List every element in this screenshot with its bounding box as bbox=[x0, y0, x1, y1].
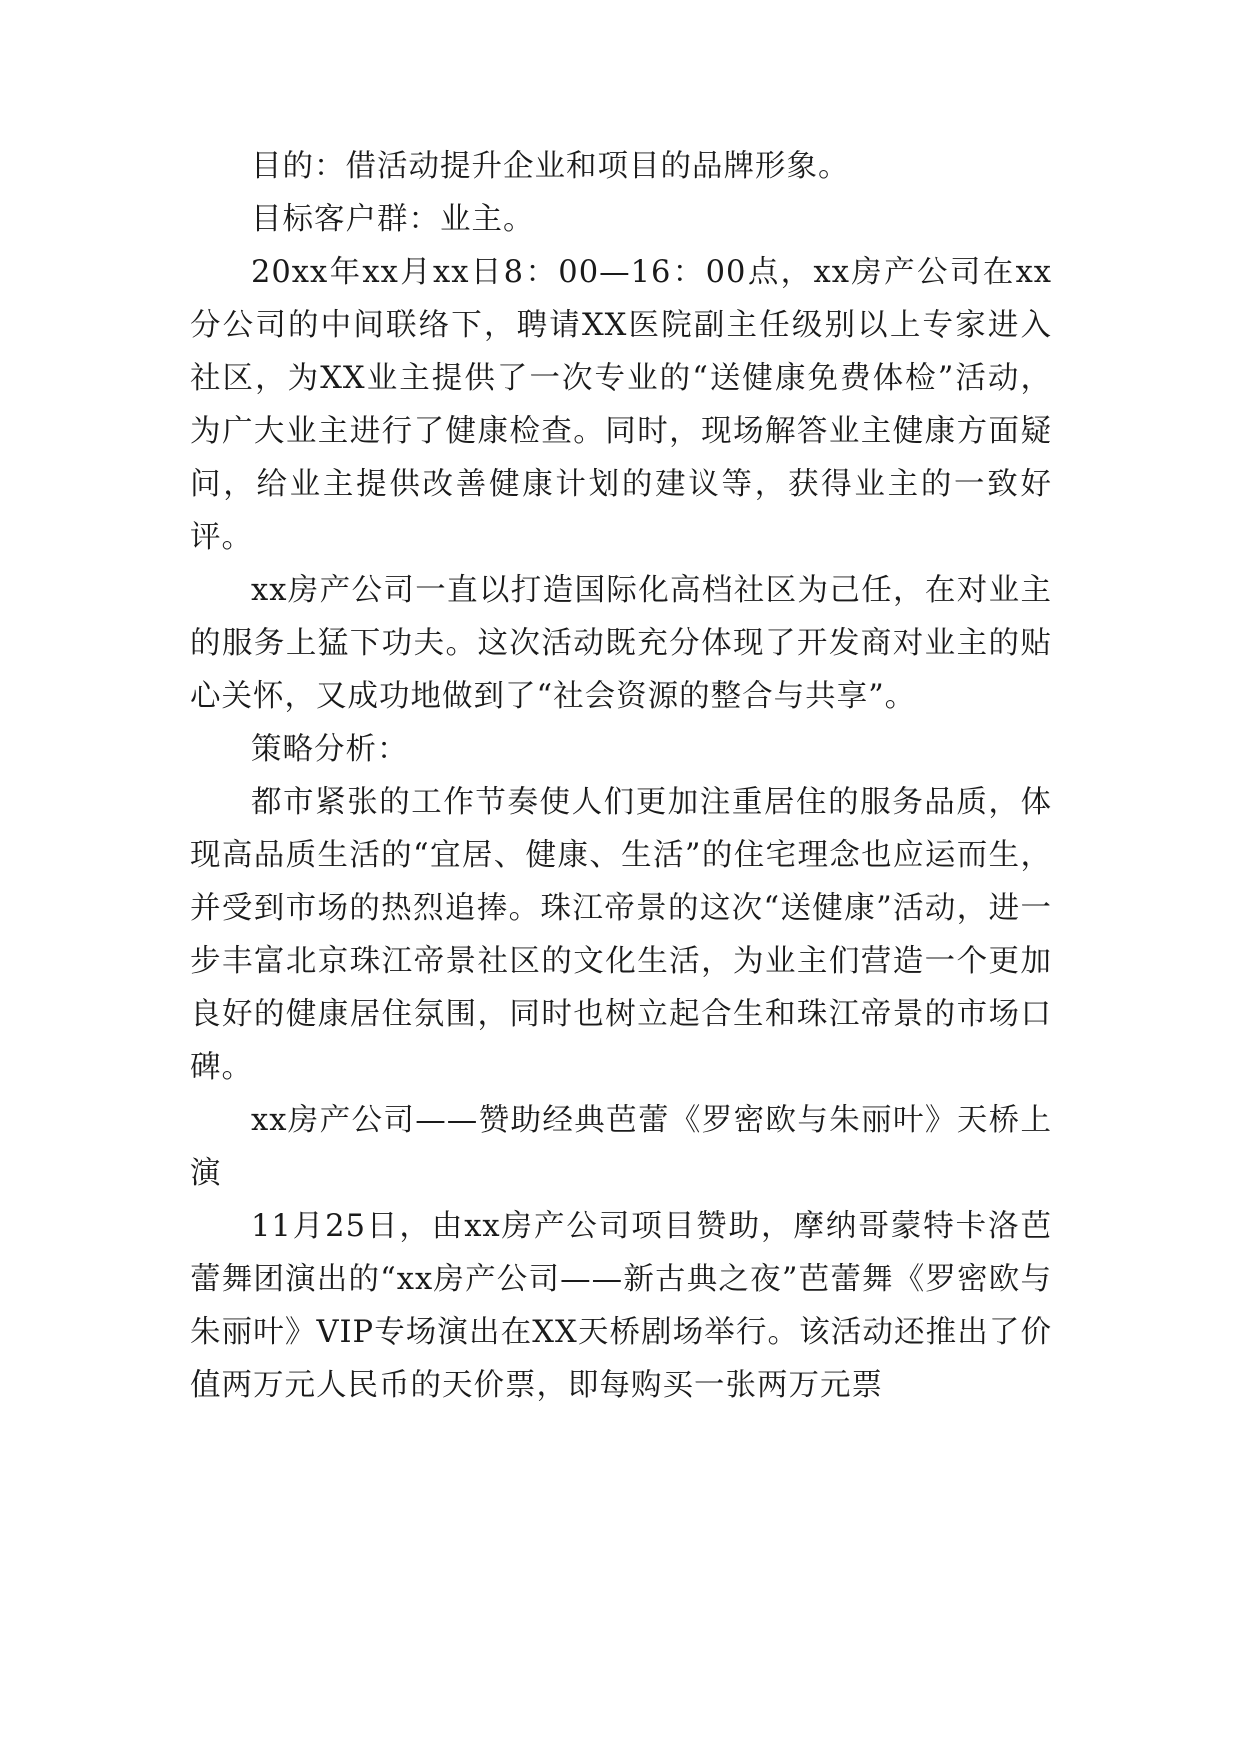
paragraph-company-service: xx房产公司一直以打造国际化高档社区为己任，在对业主的服务上猛下功夫。这次活动既充分体现了开发商对业主的贴心关怀，又成功地做到了“社会资源的整合与共享”。 bbox=[190, 573, 1052, 714]
paragraph-purpose: 目的：借活动提升企业和项目的品牌形象。 bbox=[251, 149, 850, 184]
paragraph-health-event: 20xx年xx月xx日8：00—16：00点，xx房产公司在xx分公司的中间联络下，聘请XX医院副主任级别以上专家进入社区，为XX业主提供了一次专业的“送健康免费体检”活动，为广大业主进行了健康检查。同时，现场解答业主健康方面疑问，给业主提供改善健康计划的建议等，获得业主的一致好评。 bbox=[190, 255, 1052, 555]
paragraph-target-customers: 目标客户群：业主。 bbox=[251, 202, 535, 237]
paragraph-strategy-heading: 策略分析： bbox=[251, 732, 409, 767]
paragraph-ballet-event: 11月25日，由xx房产公司项目赞助，摩纳哥蒙特卡洛芭蕾舞团演出的“xx房产公司——新古典之夜”芭蕾舞《罗密欧与朱丽叶》VIP专场演出在XX天桥剧场举行。该活动还推出了价值两万元人民币的天价票，即每购买一张两万元票 bbox=[190, 1209, 1052, 1403]
document-page bbox=[190, 140, 1052, 1412]
paragraph-strategy-analysis: 都市紧张的工作节奏使人们更加注重居住的服务品质，体现高品质生活的“宜居、健康、生活”的住宅理念也应运而生，并受到市场的热烈追捧。珠江帝景的这次“送健康”活动，进一步丰富北京珠江帝景社区的文化生活，为业主们营造一个更加良好的健康居住氛围，同时也树立起合生和珠江帝景的市场口碑。 bbox=[190, 785, 1052, 1085]
paragraph-ballet-heading: xx房产公司——赞助经典芭蕾《罗密欧与朱丽叶》天桥上演 bbox=[190, 1103, 1052, 1191]
